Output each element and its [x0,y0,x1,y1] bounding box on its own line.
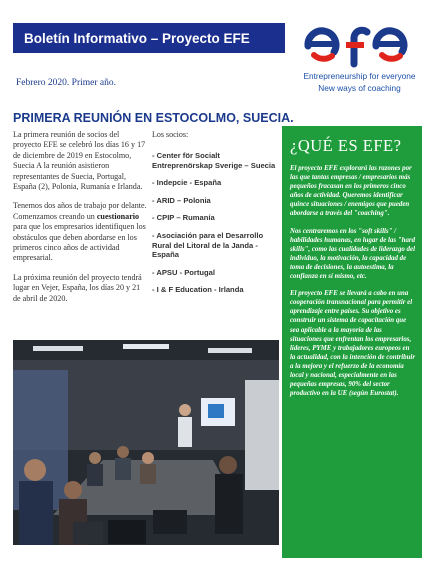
article-paragraph-1: La primera reunión de socios del proyecto EFE se celebró los días 16 y 17 de diciembre de 2019 en Estocolmo, Suecia A la reunión asistieron representantes de Suecia, Portugal, España (2), Polonia, Rumanía e Irlanda. [13,130,146,192]
partner-item: - Indepcie - España [152,178,222,188]
partner-item: - Asociación para el Desarrollo Rural del Litoral de la Janda - España [152,230,264,260]
efe-logo [292,24,422,96]
what-is-efe-sidebar [282,126,422,558]
partners-list [152,130,280,303]
sidebar-heading: ¿QUÉ ES EFE? [290,136,402,155]
partner-item: - ARID – Polonia [152,195,211,205]
newsletter-title: Boletín Informativo – Proyecto EFE [24,30,250,46]
article-paragraph-2-bold: cuestionario [96,211,140,221]
newsletter-title-bar [13,23,285,53]
article-paragraph-2-end: para que los empresarios identifiquen los obstáculos que deben abordarse en los primeros cinco años de actividad empresarial. [13,222,146,263]
efe-logo-graphic [302,24,417,68]
partner-item: - Center för Socialt Entreprenörskap Sverige – Suecia [152,151,276,170]
sidebar-paragraph-1: El proyecto EFE explorará las razones por las que tantas empresas / empresarios más pequeños fracasan en los primeros cinco años de actividad. Queremos identificar quince situaciones / enemigos que pueden abordarse a través del "coaching". [290,165,412,218]
sidebar-paragraph-2: Nos centraremos en los "soft skills" / habilidades humanas, en lugar de las "hard skills", como las cualidades de liderazgo del individuo, la motivación, la capacidad de toma de decisiones, la autoestima, la confianza en sí mismo, etc. [290,227,416,281]
partners-heading: Los socios: [152,130,189,139]
partner-item: - APSU - Portugal [152,267,216,277]
partner-item: - CPIP – Rumanía [152,213,215,223]
partner-item: - I & F Education - Irlanda [152,285,244,295]
logo-tagline-2: New ways of coaching [318,83,401,93]
meeting-photo [13,340,279,545]
meeting-article [13,130,148,313]
sidebar-paragraph-3: El proyecto EFE se llevará a cabo en una cooperación transnacional para permitir el aprendizaje entre países. Su objetivo es construir un sistema de capacitación que sea aplicable a la mayoría de las situaciones que enfrentan los empresarios, líderes, PYME y trabajadores europeos en la actualidad, con la intención de contribuir a la mejora y el refuerzo de la economía local y nacional, especialmente en las pequeñas empresas, 90% del sector productivo en la UE (según Eurostat). [290,290,416,398]
article-paragraph-2 [13,201,148,263]
meeting-photo-illustration [13,340,279,545]
issue-date: Febrero 2020. Primer año. [16,78,116,88]
article-paragraph-3: La próxima reunión del proyecto tendrá lugar en Vejer, España, los días 20 y 21 de abril de 2020. [13,272,142,303]
logo-tagline-1: Entrepreneurship for everyone [303,71,416,81]
meeting-heading: PRIMERA REUNIÓN EN ESTOCOLMO, SUECIA. [13,111,294,125]
article-paragraph-2-start: Tenemos dos años de trabajo por delante. Comenzamos creando un [13,201,147,221]
